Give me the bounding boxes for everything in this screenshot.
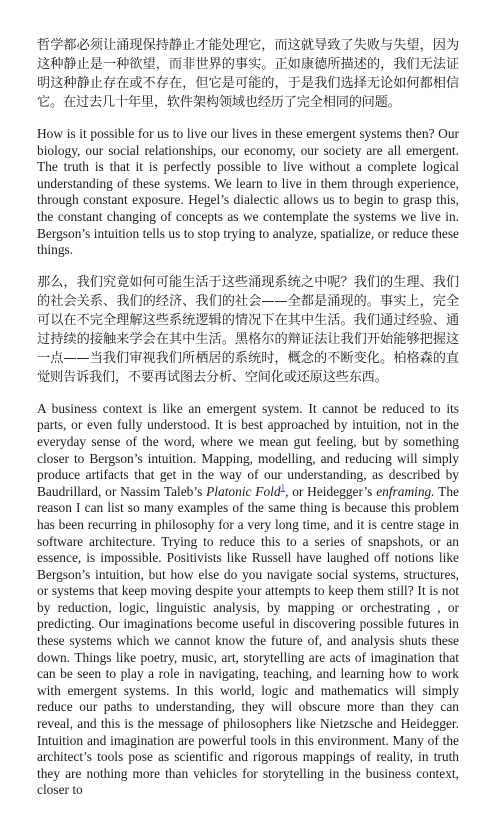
paragraph-chinese-2: 那么，我们究竟如何可能生活于这些涌现系统之中呢？我们的生理、我们的社会关系、我们的经济、我们的社会——全都是涌现的。事实上，完全可以在不完全理解这些系统逻辑的情况下在其中生活。我们通过经验、通过持续的接触来学会在其中生活。黑格尔的辩证法让我们开始能够把握这一点——当我们审视我们所栖居的系统时，概念的不断变化。柏格森的直觉则告诉我们，不要再试图去分析、空间化或还原这些东西。 bbox=[37, 274, 459, 385]
enframing-term: enframing. bbox=[376, 483, 435, 499]
paragraph-text: A business context is like an emergent system. It cannot be reduced to its parts, or even fully understood. It is best approached by intuition, not in the everyday sense of the word, where we mean gut feeling, but by something closer to Bergson’s intuition. Mapping, modelling, and reducing will simply produce artifacts that get in the way of our understanding, as described by Baudrillard, or Nassim Taleb’s bbox=[37, 400, 459, 499]
paragraph-english-1: How is it possible for us to live our lives in these emergent systems then? Our biology, our social relationships, our economy, our society are all emergent. The truth is that it is perfectly possible to live without a complete logical understanding of these systems. We learn to live in them through experience, through constant exposure. Hegel’s dialectic allows us to begin to grasp this, the constant changing of concepts as we contemplate the systems we live in. Bergson’s intuition tells us to stop trying to analyze, spatialize, or reduce these things. bbox=[37, 126, 459, 258]
paragraph-english-2 bbox=[37, 401, 459, 799]
document-page bbox=[37, 36, 459, 813]
paragraph-text: The reason I can list so many examples of the same thing is because this problem has been recurring in philosophy for a very long time, and it is centre stage in software architecture. Trying to reduce this to a series of snapshots, or an essence, is impossible. Positivists like Russell have laughed off notions like Bergson’s intuition, but how else do you navigate social systems, structures, or systems that keep moving despite your attempts to keep them still? It is not by reduction, logic, linguistic analysis, by mapping or orchestrating , or predicting. Our imaginations become useful in discovering possible futures in these systems which we cannot know the future of, and analysis shuts these down. Things like poetry, music, art, storytelling are acts of imagination that can be seen to play a role in navigating, teaching, and learning how to work with emergent systems. In this world, logic and mathematics will simply reduce our paths to understanding, they will obscure more than they can reveal, and this is the message of philosophers like Nietzsche and Heidegger. Intuition and imagination are powerful tools in this environment. Many of the architect’s tools pose as scientific and rigorous mappings of reality, in truth they are nothing more than vehicles for storytelling in the business context, closer to bbox=[37, 483, 459, 798]
paragraph-chinese-1: 哲学都必须让涌现保持静止才能处理它，而这就导致了失败与失望，因为这种静止是一种欲望，而非世界的事实。正如康德所描述的，我们无法证明这种静止存在或不存在，但它是可能的，于是我们选择无论如何都相信它。在过去几十年里，软件架构领域也经历了完全相同的问题。 bbox=[37, 38, 459, 110]
platonic-fold-term: Platonic Fold bbox=[206, 483, 281, 499]
footnote-link[interactable]: 1 bbox=[280, 482, 286, 493]
paragraph-text: , or Heidegger’s bbox=[285, 483, 377, 499]
